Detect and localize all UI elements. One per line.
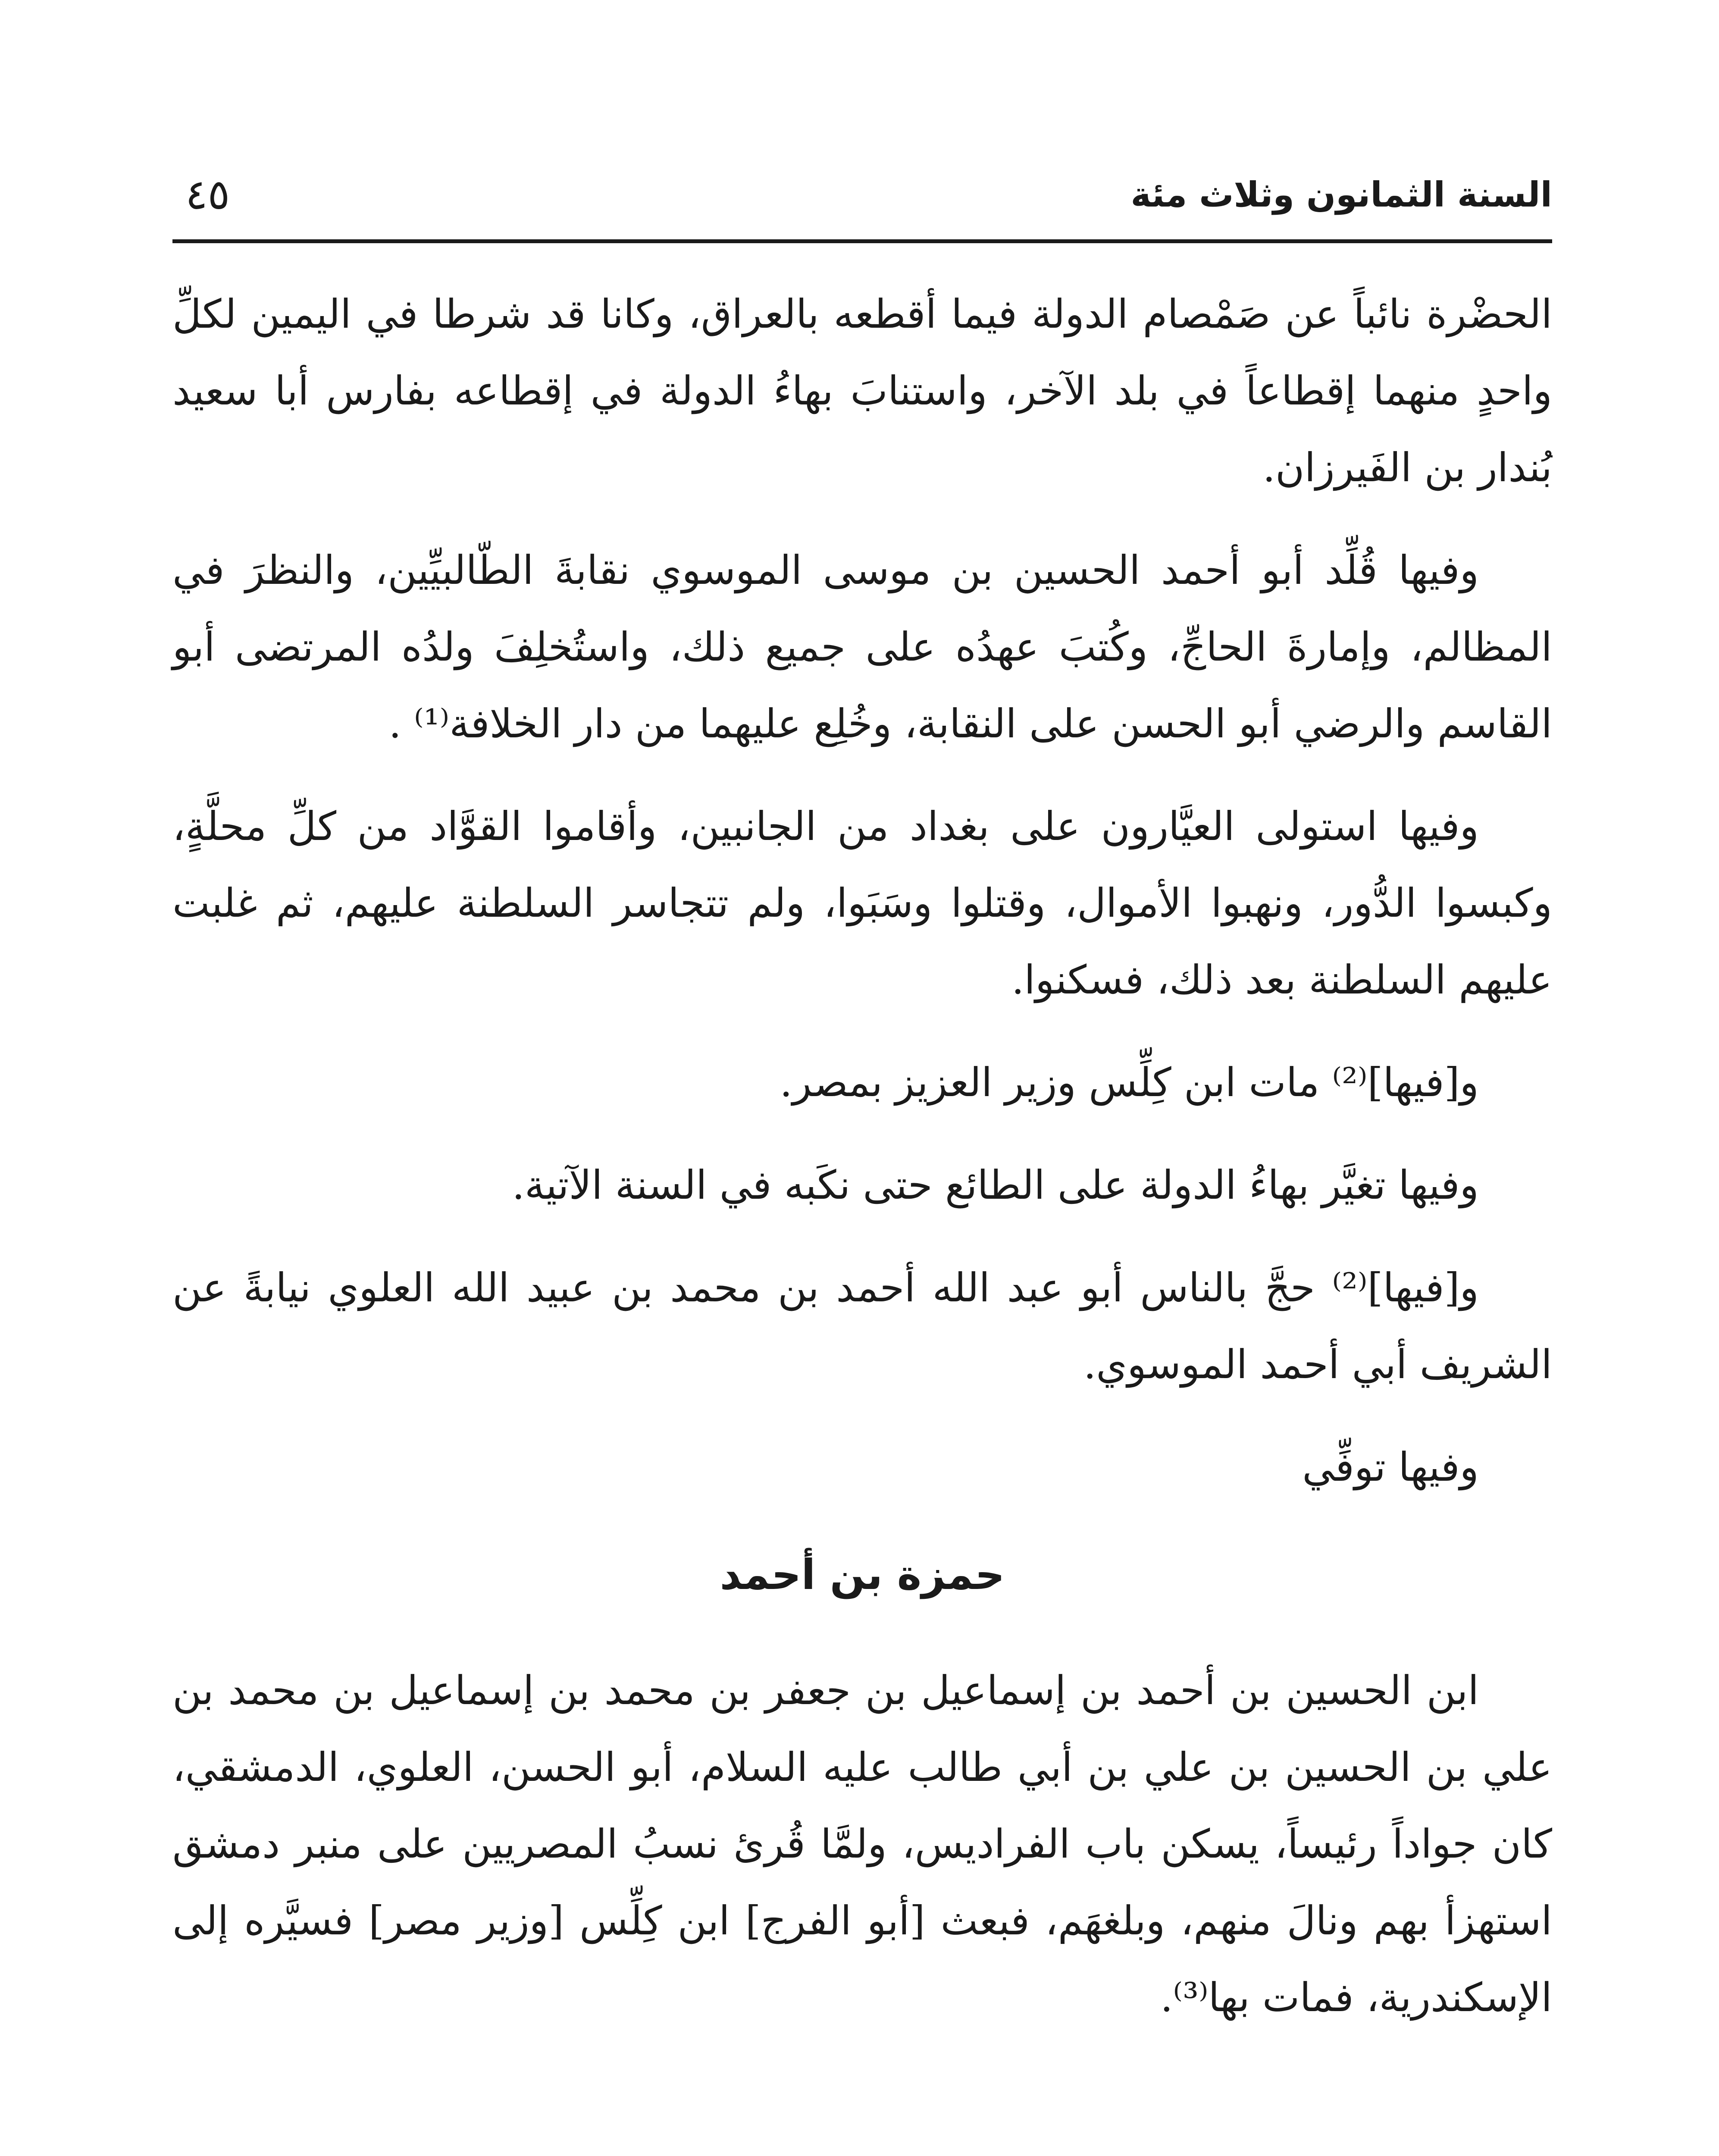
paragraph-7: وفيها توفِّي — [1302, 1444, 1479, 1490]
paragraph-1: الحضْرة نائباً عن صَمْصام الدولة فيما أقطعه بالعراق، وكانا قد شرطا في اليمين لكلِّ واحدٍ منهما إقطاعاً في بلد الآخر، واستنابَ بهاءُ الدولة في إقطاعه بفارس أبا سعيد بُندار بن الفَيرزان. — [172, 291, 1552, 491]
paragraph-8: ابن الحسين بن أحمد بن إسماعيل بن جعفر بن محمد بن إسماعيل بن محمد بن علي بن الحسين بن علي بن أبي طالب عليه السلام، أبو الحسن، العلوي، الدمشقي، كان جواداً رئيساً، يسكن باب الفراديس، ولمَّا قُرئ نسبُ المصريين على منبر دمشق استهزأ بهم ونالَ منهم، وبلغهَم، فبعث [أبو الفرج] ابن كِلِّس [وزير مصر] فسيَّره إلى الإسكندرية، فمات بها⁽³⁾. — [172, 1667, 1552, 2021]
paragraph-3: وفيها استولى العيَّارون على بغداد من الجانبين، وأقاموا القوَّاد من كلِّ محلَّةٍ، وكبسوا الدُّور، ونهبوا الأموال، وقتلوا وسَبَوا، ولم تتجاسر السلطنة عليهم، ثم غلبت عليهم السلطنة بعد ذلك، فسكنوا. — [172, 803, 1552, 1003]
main-text — [172, 276, 1552, 2062]
paragraph-6: و[فيها]⁽²⁾ حجَّ بالناس أبو عبد الله أحمد بن محمد بن عبيد الله العلوي نيابةً عن الشريف أبي أحمد الموسوي. — [172, 1265, 1552, 1388]
page-header — [172, 170, 1552, 243]
section-heading: حمزة بن أحمد — [720, 1551, 1005, 1599]
paragraph-5: وفيها تغيَّر بهاءُ الدولة على الطائع حتى نكَبه في السنة الآتية. — [512, 1162, 1479, 1208]
paragraph-2: وفيها قُلِّد أبو أحمد الحسين بن موسى الموسوي نقابةَ الطّالبيِّين، والنظرَ في المظالم، وإمارةَ الحاجِّ، وكُتبَ عهدُه على جميع ذلك، واستُخلِفَ ولدُه المرتضى أبو القاسم والرضي أبو الحسن على النقابة، وخُلِع عليهما من دار الخلافة⁽¹⁾ . — [172, 547, 1552, 747]
page-number: ٤٥ — [185, 170, 230, 219]
running-title: السنة الثمانون وثلاث مئة — [1130, 175, 1552, 215]
paragraph-4: و[فيها]⁽²⁾ مات ابن كِلِّس وزير العزيز بمصر. — [780, 1059, 1479, 1106]
